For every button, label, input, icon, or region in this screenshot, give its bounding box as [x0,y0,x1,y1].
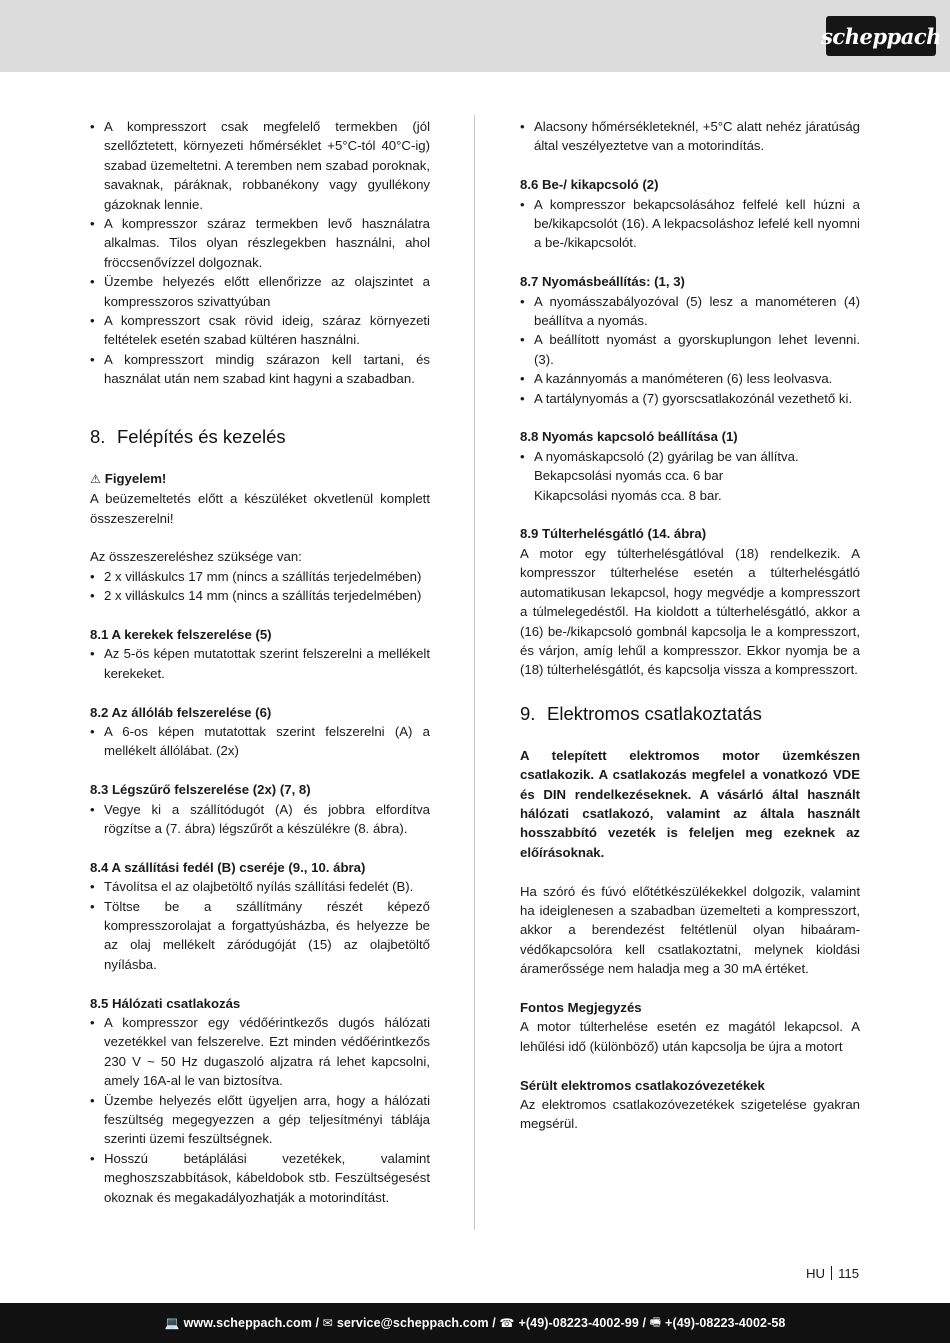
list-item: • Üzembe helyezés előtt ellenőrizze az olajszintet a kompresszoros szivattyúban [90,272,430,311]
fax-icon: 🖷 [649,1314,662,1329]
page-separator [831,1266,832,1280]
overload-text: A motor egy túlterhelésgátlóval (18) rendelkezik. A kompresszor túlterhelése esetén a túlterhelésgátló automatikusan lekapcsol, hogy megvédje a kompresszort a túlmelegedéstől. Ha kioldott a túlterhelésgátló, akkor a (16) be-/kikapcsoló gombnál kapcsolja le a kompresszort, és várjon, amíg lehűl a kompresszor. Ekkor nyomja be a (18) túlterhelésgátlót, és kapcsolja vissza a kompresszort. [520,545,860,678]
list-item: • 2 x villáskulcs 17 mm (nincs a szállítás terjedelmében) [90,567,430,586]
list-item: • Vegye ki a szállítódugót (A) és jobbra elfordítva rögzítse a (7. ábra) légszűrőt a készülékre (8. ábra). [90,800,430,839]
computer-icon: 💻 [164,1316,180,1330]
list-item: • Töltse be a szállítmány részét képező kompresszorolajat a forgattyúsházba, és helyezze be az olaj mellékelt záródugóját (15) az olajbetöltő nyílásba. [90,897,430,975]
footer-fax: +(49)-08223-4002-58 [665,1316,786,1330]
subsection-8-4-title: 8.4 A szállítási fedél (B) cseréje (9., 10. ábra) [90,859,366,875]
list-item: • A kompresszor bekapcsolásához felfelé kell húzni a be/kikapcsolót (16). A lekpacsoláshoz lefelé kell nyomni a be-/kikapcsolót. [520,195,860,253]
footer-email: service@scheppach.com / [336,1316,496,1330]
list-item: • A kompresszort csak megfelelő termekben (jól szellőztetett, környezeti hőmérséklet +5°C-tól 40°C-ig) szabad üzemeltetni. A teremben nem szabad poroknak, savaknak, páráknak, robbanékony vagy gyullékony gázoknak lennie. [90,117,430,214]
warning-heading [90,469,430,489]
page-number [806,1265,859,1283]
list-item: • A nyomásszabályozóval (5) lesz a manométeren (4) beállítva a nyomás. [520,292,860,331]
warning-text: A beüzemeltetés előtt a készüléket okvetlenül komplett összeszerelni! [90,491,430,526]
subsection-8-2-title: 8.2 Az állóláb felszerelése (6) [90,704,272,720]
list-item: • A tartálynyomás a (7) gyorscsatlakozónál vezethető ki. [520,389,860,408]
warning-icon: ⚠ [90,471,101,486]
section-number: 9. [520,702,536,724]
list-item: • A kompresszor száraz termekben levő használatra alkalmas. Tilos olyan részlegekben használni, ahol fröccsenővízzel dolgoznak. [90,214,430,272]
section-9-heading [520,702,860,726]
intro-list [90,117,430,389]
warning-title: Figyelem! [104,470,167,486]
left-column [90,117,430,1207]
list-item: • A kazánnyomás a manóméteren (6) less leolvasva. [520,369,860,388]
note-text: A motor túlterhelése esetén ez magától lekapcsol. A lehűlési idő (különböző) után kapcsolja be újra a motort [520,1019,860,1054]
header-bar [0,0,950,72]
list-item: • A beállított nyomást a gyorskuplungon lehet levenni. (3). [520,330,860,369]
subsection-8-7-title: 8.7 Nyomásbeállítás: (1, 3) [520,274,685,290]
section-8-heading [90,425,430,449]
list-item: • Az 5-ös képen mutatottak szerint felszerelni a mellékelt kerekeket. [90,644,430,683]
footer-phone: +(49)-08223-4002-99 / [518,1316,647,1330]
list-item: • Alacsony hőmérsékleteknél, +5°C alatt nehéz járatúság által veszélyeztetve van a motorindítás. [520,117,860,156]
logo-text: scheppach [821,23,941,49]
column-divider [474,115,475,1230]
section-title: Felépítés és kezelés [117,425,286,447]
list-item: • Üzembe helyezés előtt ügyeljen arra, hogy a hálózati feszültség megegyezzen a gép teljesítményi táblája szerinti üzemi feszültségnek. [90,1091,430,1149]
footer-bar [0,1303,950,1343]
electrical-text: Ha szóró és fúvó előtétkészülékekkel dolgozik, valamint ha ideiglenesen a szabadban üzemelteti a kompresszort, akkor a berendezést feltétlenül olyan hibaáram-védőkapcsolóra kell csatlakoztatni, melynek kioldási áramerőssége nem haladja meg a 30 mA értéket. [520,883,860,977]
subsection-8-1-title: 8.1 A kerekek felszerelése (5) [90,626,272,642]
needs-label: Az összeszereléshez szüksége van: [90,549,302,565]
list-item: • Távolítsa el az olajbetöltő nyílás szállítási fedelét (B). [90,877,430,896]
list-item: • A nyomáskapcsoló (2) gyárilag be van állítva. [520,447,860,466]
list-item: • A kompresszor egy védőérintkezős dugós hálózati vezetékkel van felszerelve. Ezt minden védőérintkezős 230 V ~ 50 Hz dugaszoló aljzatra rá lehet kapcsolni, amely 16A-al le van biztosítva. [90,1013,430,1091]
section-number: 8. [90,425,106,447]
cables-title: Sérült elektromos csatlakozóvezetékek [520,1077,765,1093]
language-code: HU [806,1266,826,1281]
list-item: • 2 x villáskulcs 14 mm (nincs a szállítás terjedelmében) [90,586,430,605]
subsection-8-5-title: 8.5 Hálózati csatlakozás [90,995,241,1011]
subsection-8-3-title: 8.3 Légszűrő felszerelése (2x) (7, 8) [90,782,311,798]
list-item: • Hosszú betáplálási vezetékek, valamint meghoszszabbítások, kábeldobok stb. Feszültségesést okoznak és megakadályozhatják a motorindítást. [90,1149,430,1207]
electrical-bold-text: A telepített elektromos motor üzemkészen csatlakozik. A csatlakozás megfelel a vonatkozó VDE és DIN rendelkezéseknek. A vásárló által használt hálózati csatlakozó, valamint az általa használt hosszabbító vezeték is feleljen meg ezeknek az előírásoknak. [520,747,860,860]
subsection-8-6-title: 8.6 Be-/ kikapcsoló (2) [520,177,659,193]
phone-icon: ☎ [499,1316,515,1330]
cables-text: Az elektromos csatlakozóvezetékek szigetelése gyakran megsérül. [520,1096,860,1132]
subsection-8-8-title: 8.8 Nyomás kapcsoló beállítása (1) [520,429,738,445]
pressure-off-line: Kikapcsolási nyomás cca. 8 bar. [534,487,722,503]
page-number-value: 115 [838,1266,860,1281]
mail-icon: ✉ [322,1316,333,1330]
subsection-8-9-title: 8.9 Túlterhelésgátló (14. ábra) [520,526,707,542]
note-title: Fontos Megjegyzés [520,999,642,1015]
right-column [520,117,860,1134]
scheppach-logo [821,16,941,56]
list-item: • A 6-os képen mutatottak szerint felszerelni (A) a mellékelt állólábat. (2x) [90,722,430,761]
list-item: • A kompresszort mindig szárazon kell tartani, és használat után nem szabad kint hagyni a szabadban. [90,350,430,389]
footer-website: www.scheppach.com / [183,1316,320,1330]
pressure-on-line: Bekapcsolási nyomás cca. 6 bar [534,468,724,484]
section-title: Elektromos csatlakoztatás [547,702,762,724]
list-item: • A kompresszort csak rövid ideig, száraz környezeti feltételek esetén szabad kültéren használni. [90,311,430,350]
